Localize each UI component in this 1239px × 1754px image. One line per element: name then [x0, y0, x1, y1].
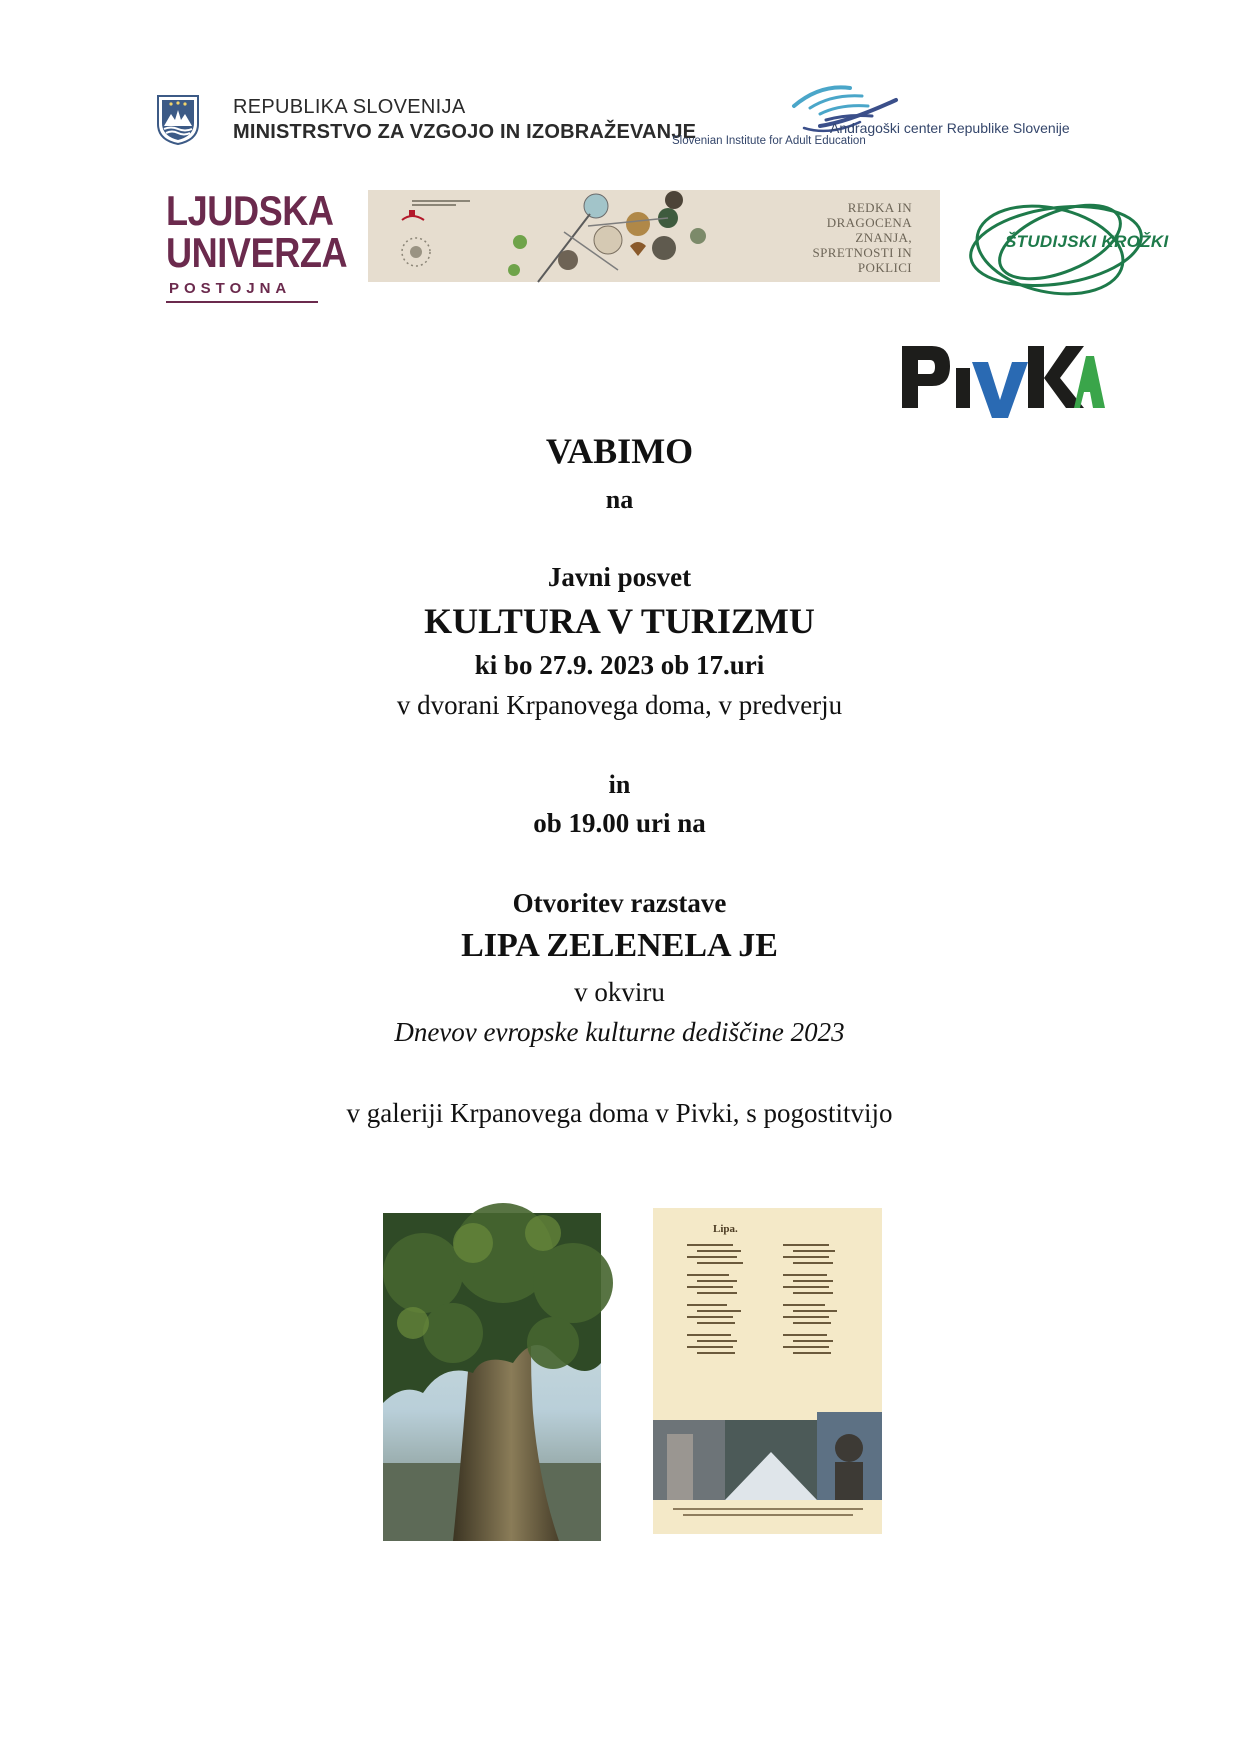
studijski-krozki-text: ŠTUDIJSKI KROŽKI — [1005, 232, 1169, 251]
event1-kind: Javni posvet — [547, 562, 692, 592]
poem-poster-art — [653, 1208, 882, 1534]
redka-znanja-banner — [368, 190, 940, 282]
lu-line-3: POSTOJNA — [169, 280, 292, 297]
vabimo-heading: VABIMO — [545, 431, 694, 471]
event2-title: LIPA ZELENELA JE — [461, 927, 778, 964]
banner-text — [813, 200, 912, 275]
slovenia-crest-icon — [156, 94, 200, 146]
lu-line-1: LJUDSKA — [166, 187, 334, 234]
event2-program: Dnevov evropske kulturne dediščine 2023 — [394, 1017, 845, 1047]
event2-frame: v okviru — [574, 977, 665, 1007]
banner-line-4: SPRETNOSTI IN — [812, 245, 912, 260]
banner-line-3: ZNANJA, — [855, 230, 912, 245]
ministry-logo-text — [233, 96, 696, 144]
event1-time: ki bo 27.9. 2023 ob 17.uri — [474, 650, 765, 680]
event2-time: ob 19.00 uri na — [533, 808, 706, 838]
lipa-poem-poster — [653, 1208, 882, 1534]
ministry-line-1: REPUBLIKA SLOVENIJA — [233, 96, 466, 118]
event1-place: v dvorani Krpanovega doma, v predverju — [396, 690, 843, 720]
lu-line-2: UNIVERZA — [166, 229, 348, 276]
banner-line-2: DRAGOCENA — [826, 215, 912, 230]
event1-title: KULTURA V TURIZMU — [424, 601, 815, 641]
in-text: in — [608, 770, 631, 799]
acs-english-name: Slovenian Institute for Adult Education — [672, 135, 866, 147]
ljudska-univerza-logo — [166, 187, 348, 316]
poem-title: Lipa. — [713, 1223, 738, 1235]
acs-name: Andragoški center Republike Slovenije — [830, 120, 1070, 136]
event2-place: v galeriji Krpanovega doma v Pivki, s pogostitvijo — [346, 1098, 893, 1128]
banner-line-1: REDKA IN — [847, 200, 912, 215]
event2-kind: Otvoritev razstave — [512, 888, 727, 918]
ministry-line-2: MINISTRSTVO ZA VZGOJO IN IZOBRAŽEVANJE — [233, 121, 697, 143]
lu-underline — [166, 301, 318, 303]
linden-tree-photo — [383, 1213, 601, 1541]
pivka-logo-icon — [900, 334, 1109, 418]
na-text: na — [605, 485, 634, 514]
banner-line-5: POKLICI — [857, 260, 912, 275]
pivka-logo-text: PIVKA — [1105, 414, 1109, 415]
